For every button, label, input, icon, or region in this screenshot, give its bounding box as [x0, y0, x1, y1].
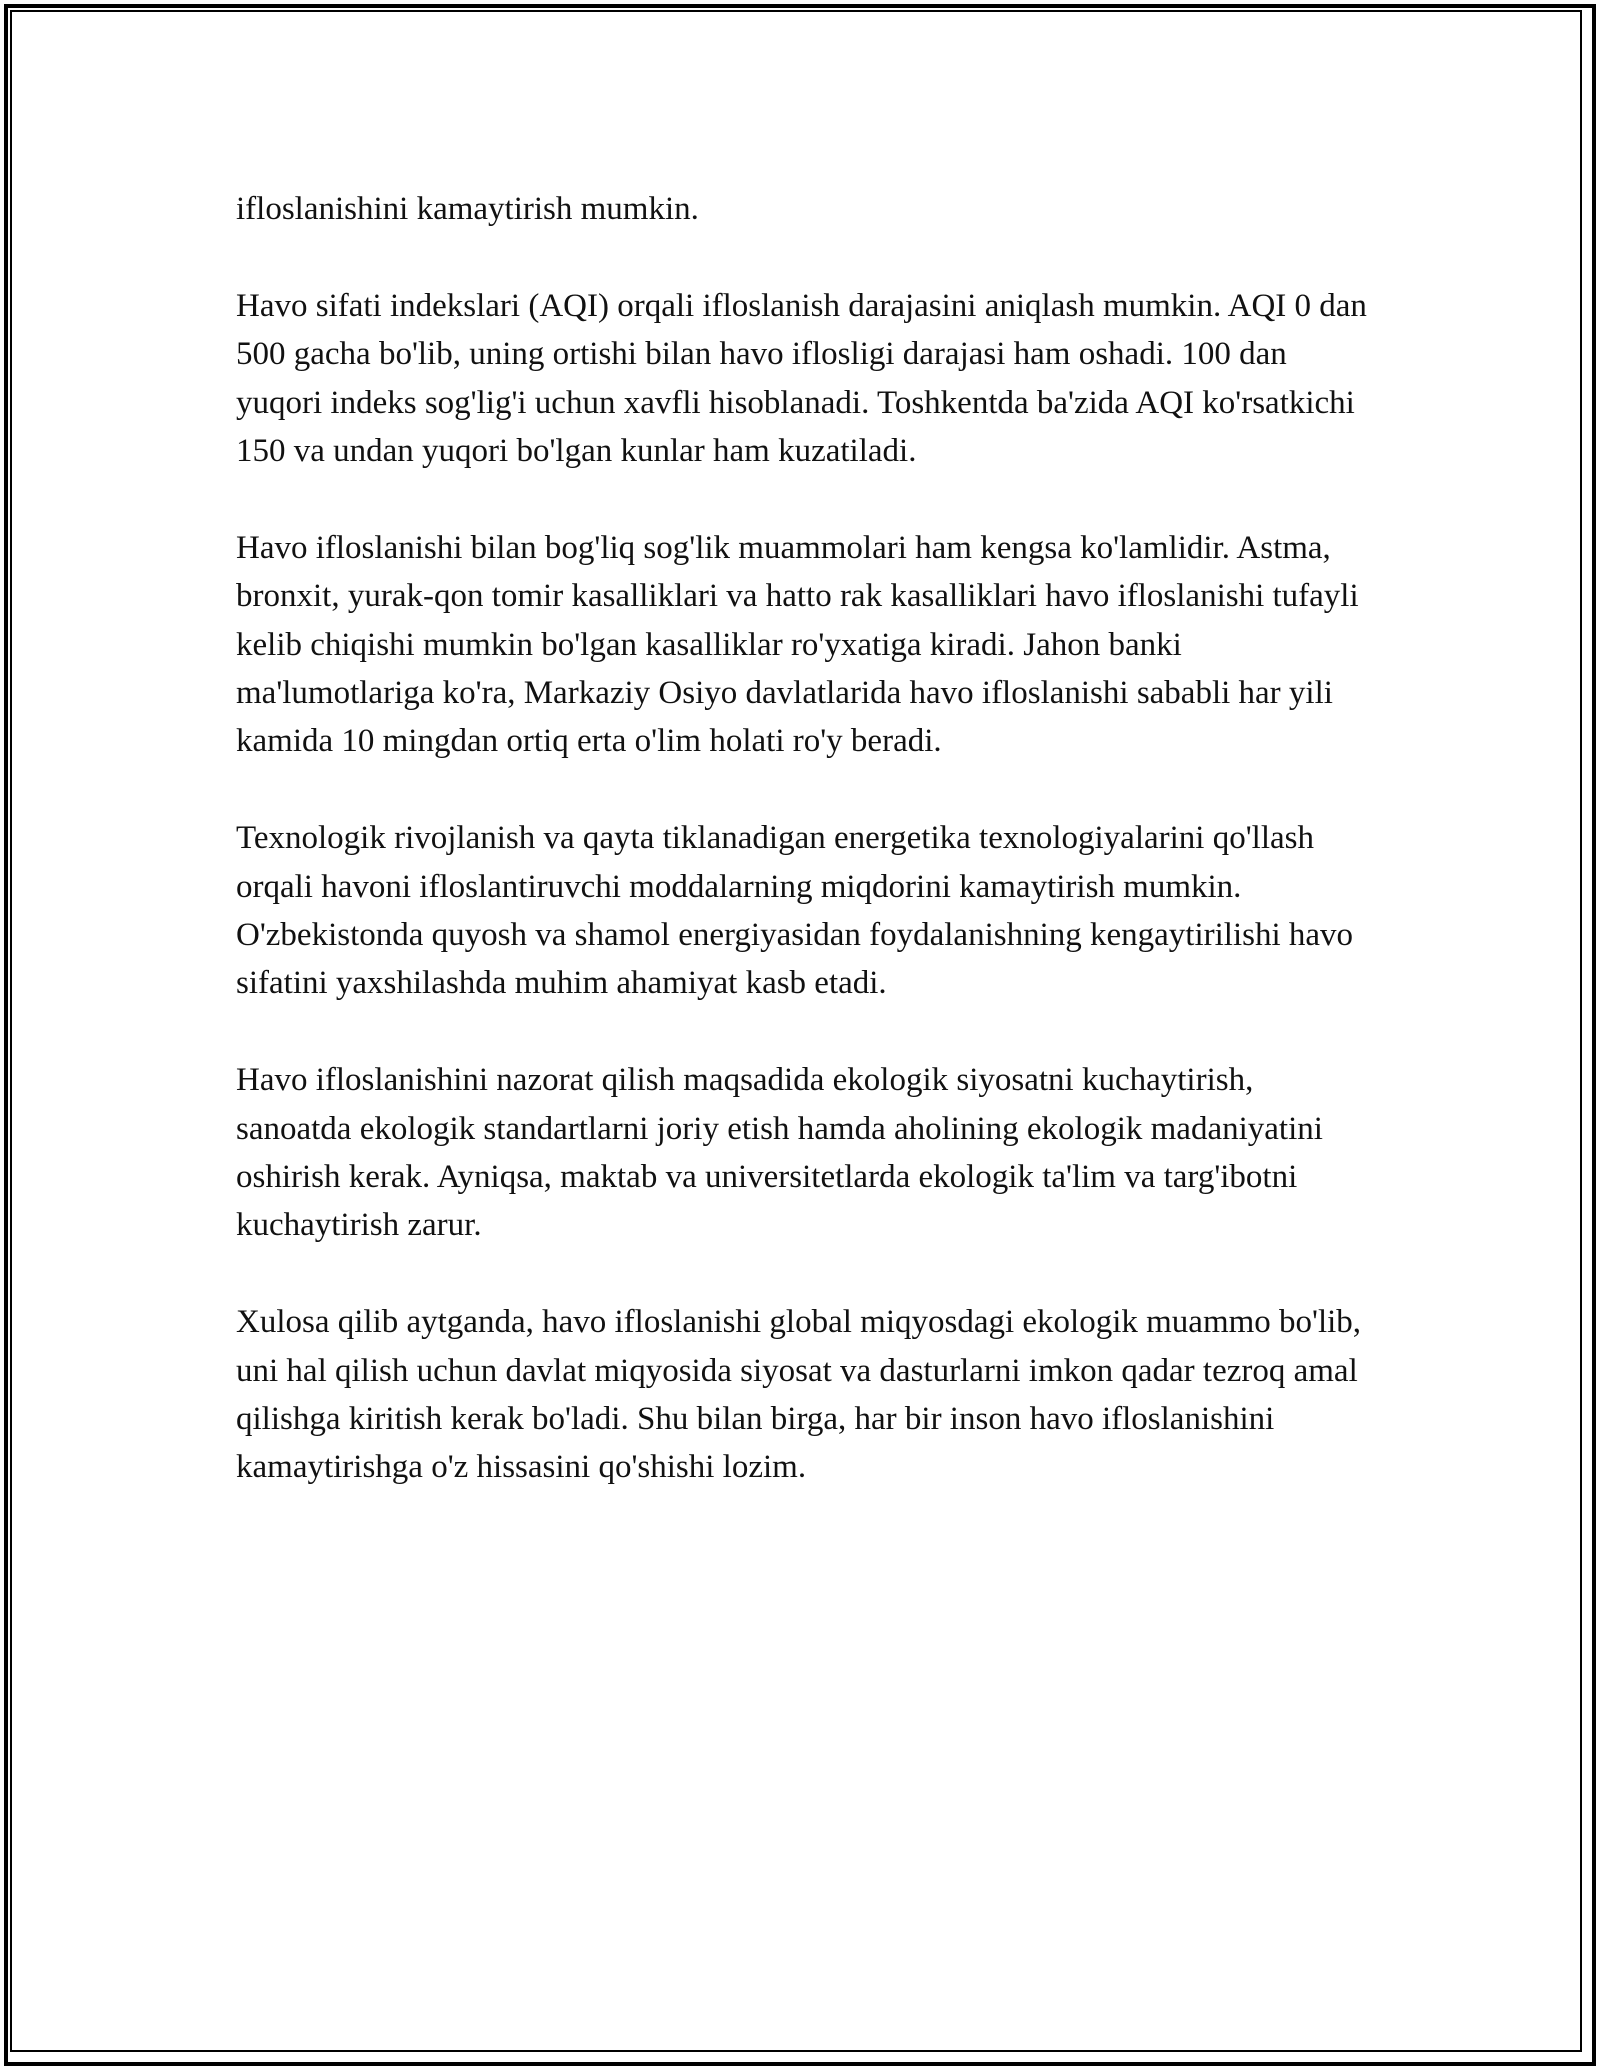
document-body — [236, 185, 1376, 1540]
paragraph-aqi: Havo sifati indekslari (AQI) orqali ifloslanish darajasini aniqlash mumkin. AQI 0 dan 500 gacha bo'lib, uning ortishi bilan havo iflosligi darajasi ham oshadi. 100 dan yuqori indeks sog'lig'i uchun xavfli hisoblanadi. Toshkentda ba'zida AQI ko'rsatkichi 150 va undan yuqori bo'lgan kunlar ham kuzatiladi. — [236, 287, 1367, 470]
paragraph-continuation: ifloslanishini kamaytirish mumkin. — [236, 191, 699, 227]
paragraph-health: Havo ifloslanishi bilan bog'liq sog'lik muammolari ham kengsa ko'lamlidir. Astma, bronxit, yurak-qon tomir kasalliklari va hatto rak kasalliklari havo ifloslanishi tufayli kelib chiqishi mumkin bo'lgan kasalliklar ro'yxatiga kiradi. Jahon banki ma'lumotlariga ko'ra, Markaziy Osiyo davlatlarida havo ifloslanishi sababli har yili kamida 10 mingdan ortiq erta o'lim holati ro'y beradi. — [236, 529, 1359, 760]
paragraph-policy: Havo ifloslanishini nazorat qilish maqsadida ekologik siyosatni kuchaytirish, sanoatda ekologik standartlarni joriy etish hamda aholining ekologik madaniyatini oshirish kerak. Ayniqsa, maktab va universitetlarda ekologik ta'lim va targ'ibotni kuchaytirish zarur. — [236, 1062, 1323, 1244]
paragraph-conclusion: Xulosa qilib aytganda, havo ifloslanishi global miqyosdagi ekologik muammo bo'lib, uni hal qilish uchun davlat miqyosida siyosat va dasturlarni imkon qadar tezroq amal qilishga kiritish kerak bo'ladi. Shu bilan birga, har bir inson havo ifloslanishini kamaytirishga o'z hissasini qo'shishi lozim. — [236, 1304, 1362, 1486]
paragraph-technology: Texnologik rivojlanish va qayta tiklanadigan energetika texnologiyalarini qo'llash orqali havoni ifloslantiruvchi moddalarning miqdorini kamaytirish mumkin. O'zbekistonda quyosh va shamol energiyasidan foydalanishning kengaytirilishi havo sifatini yaxshilashda muhim ahamiyat kasb etadi. — [236, 820, 1354, 1002]
